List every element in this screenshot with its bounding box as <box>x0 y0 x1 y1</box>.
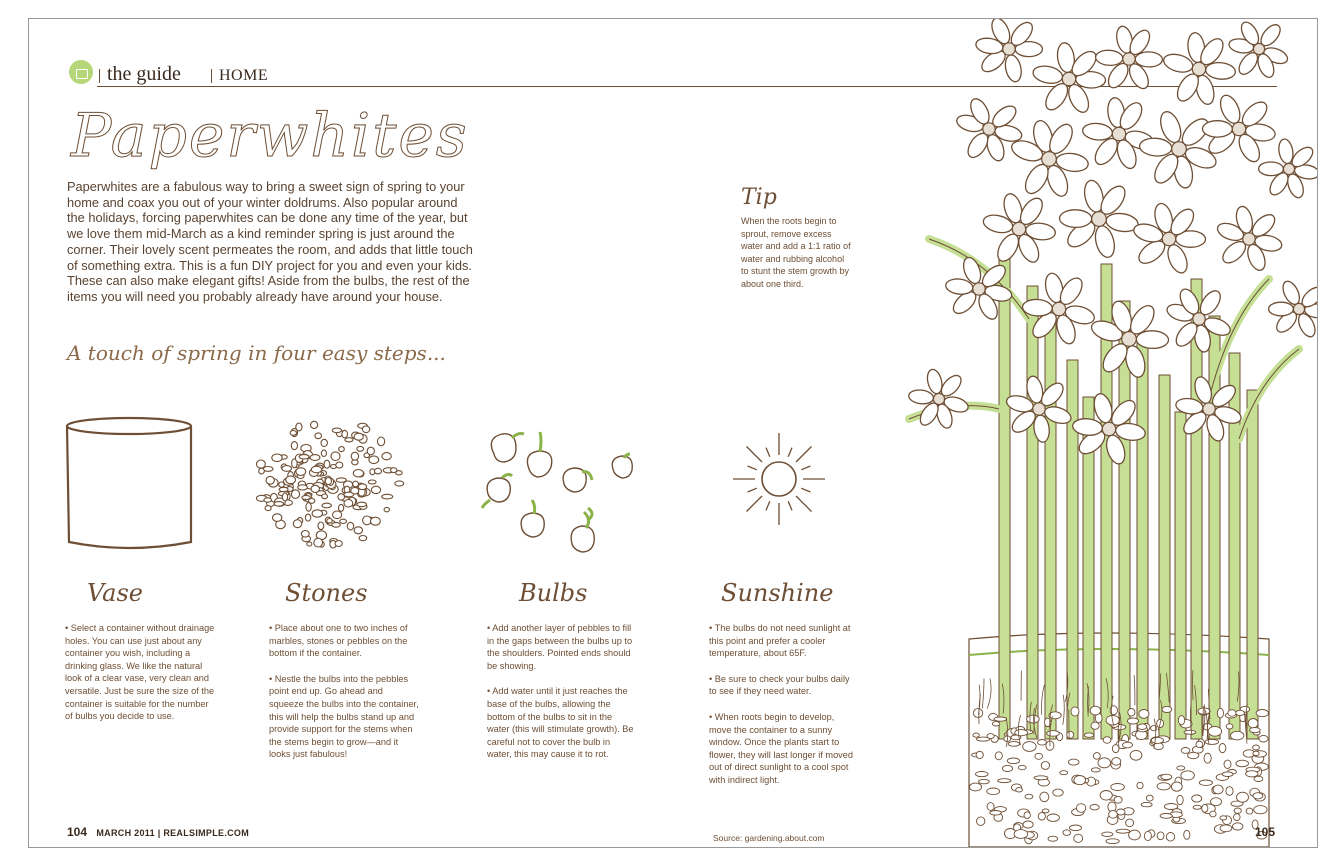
vase-icon <box>59 414 199 559</box>
header-divider <box>211 69 212 83</box>
step-title-sunshine: Sunshine <box>721 579 834 607</box>
tip-body: When the roots begin to sprout, remove excess water and add a 1:1 ratio of water and rubbing alcohol to stunt the stem growth by about one third. <box>741 216 851 289</box>
bulbs-icon <box>474 414 644 554</box>
left-folio <box>67 825 249 839</box>
home-icon <box>69 60 93 84</box>
step-paragraph: • Add another layer of pebbles to fill in the gaps between the bulbs up to the shoulders. Pointed ends should be showing. <box>487 623 633 671</box>
step-paragraph: • The bulbs do not need sunlight at this point and prefer a cooler temperature, about 65F. <box>709 623 851 659</box>
page-number-right: 105 <box>1255 825 1276 839</box>
source-credit: Source: gardening.about.com <box>713 833 825 843</box>
steps-subhead: A touch of spring in four easy steps... <box>67 341 446 365</box>
step-paragraph: • Place about one to two inches of marbles, stones or pebbles on the bottom if the container. <box>269 623 408 659</box>
sun-icon <box>719 424 839 534</box>
step-title-stones: Stones <box>285 579 368 607</box>
intro-paragraph: Paperwhites are a fabulous way to bring a sweet sign of spring to your home and coax you out of your winter doldrums. Also popular around the holidays, forcing paperwhites can be done any time of the year, but we love them mid-March as a kind reminder spring is just around the corner. Their lovely scent permeates the room, and adds that little touch of something extra. This is a fun DIY project for you and even your kids. These can also make elegant gifts! Aside from the bulbs, the rest of the items you will need you probably already have around your house. <box>67 179 473 304</box>
issue-meta: MARCH 2011 | REALSIMPLE.COM <box>96 828 250 838</box>
step-text-bulbs <box>487 622 637 774</box>
step-paragraph: • Nestle the bulbs into the pebbles point end up. Go ahead and squeeze the bulbs into the container, this will help the bulbs stand up and provide support for the stems when the stems begin to grow—and it looks just fabulous! <box>269 673 419 760</box>
step-title-vase: Vase <box>87 579 143 607</box>
step-text-stones <box>269 622 419 774</box>
tip-title: Tip <box>741 185 777 210</box>
step-text-vase <box>65 622 215 736</box>
magazine-spread <box>28 18 1318 848</box>
header-divider <box>99 69 100 83</box>
category-label: HOME <box>219 67 269 84</box>
section-title: the guide <box>107 63 181 85</box>
step-paragraph: • Add water until it just reaches the base of the bulbs, allowing the bottom of the bulbs to sit in the water (this will stimulate growth). Be careful not to cover the bulb in water, this may cause it to rot. <box>487 686 634 760</box>
step-paragraph: • When roots begin to develop, move the container to a sunny window. Once the plants start to flower, they will last longer if moved out of direct sunlight to a cool spot with indirect light. <box>709 711 853 785</box>
step-paragraph: • Be sure to check your bulbs daily to see if they need water. <box>709 673 850 697</box>
paperwhite-flowers-illustration <box>869 19 1317 847</box>
step-paragraph: • Select a container without drainage holes. You can use just about any container you wish, including a drinking glass. We like the natural look of a clear vase, very clean and versatile. Just be sure the size of the container is suitable for the number of bulbs you decide to use. <box>65 623 215 722</box>
stones-icon <box>239 404 419 564</box>
step-text-sunshine <box>709 622 859 800</box>
page-title: Paperwhites <box>71 101 469 171</box>
page-number-left: 104 <box>67 825 88 839</box>
step-title-bulbs: Bulbs <box>519 579 588 607</box>
